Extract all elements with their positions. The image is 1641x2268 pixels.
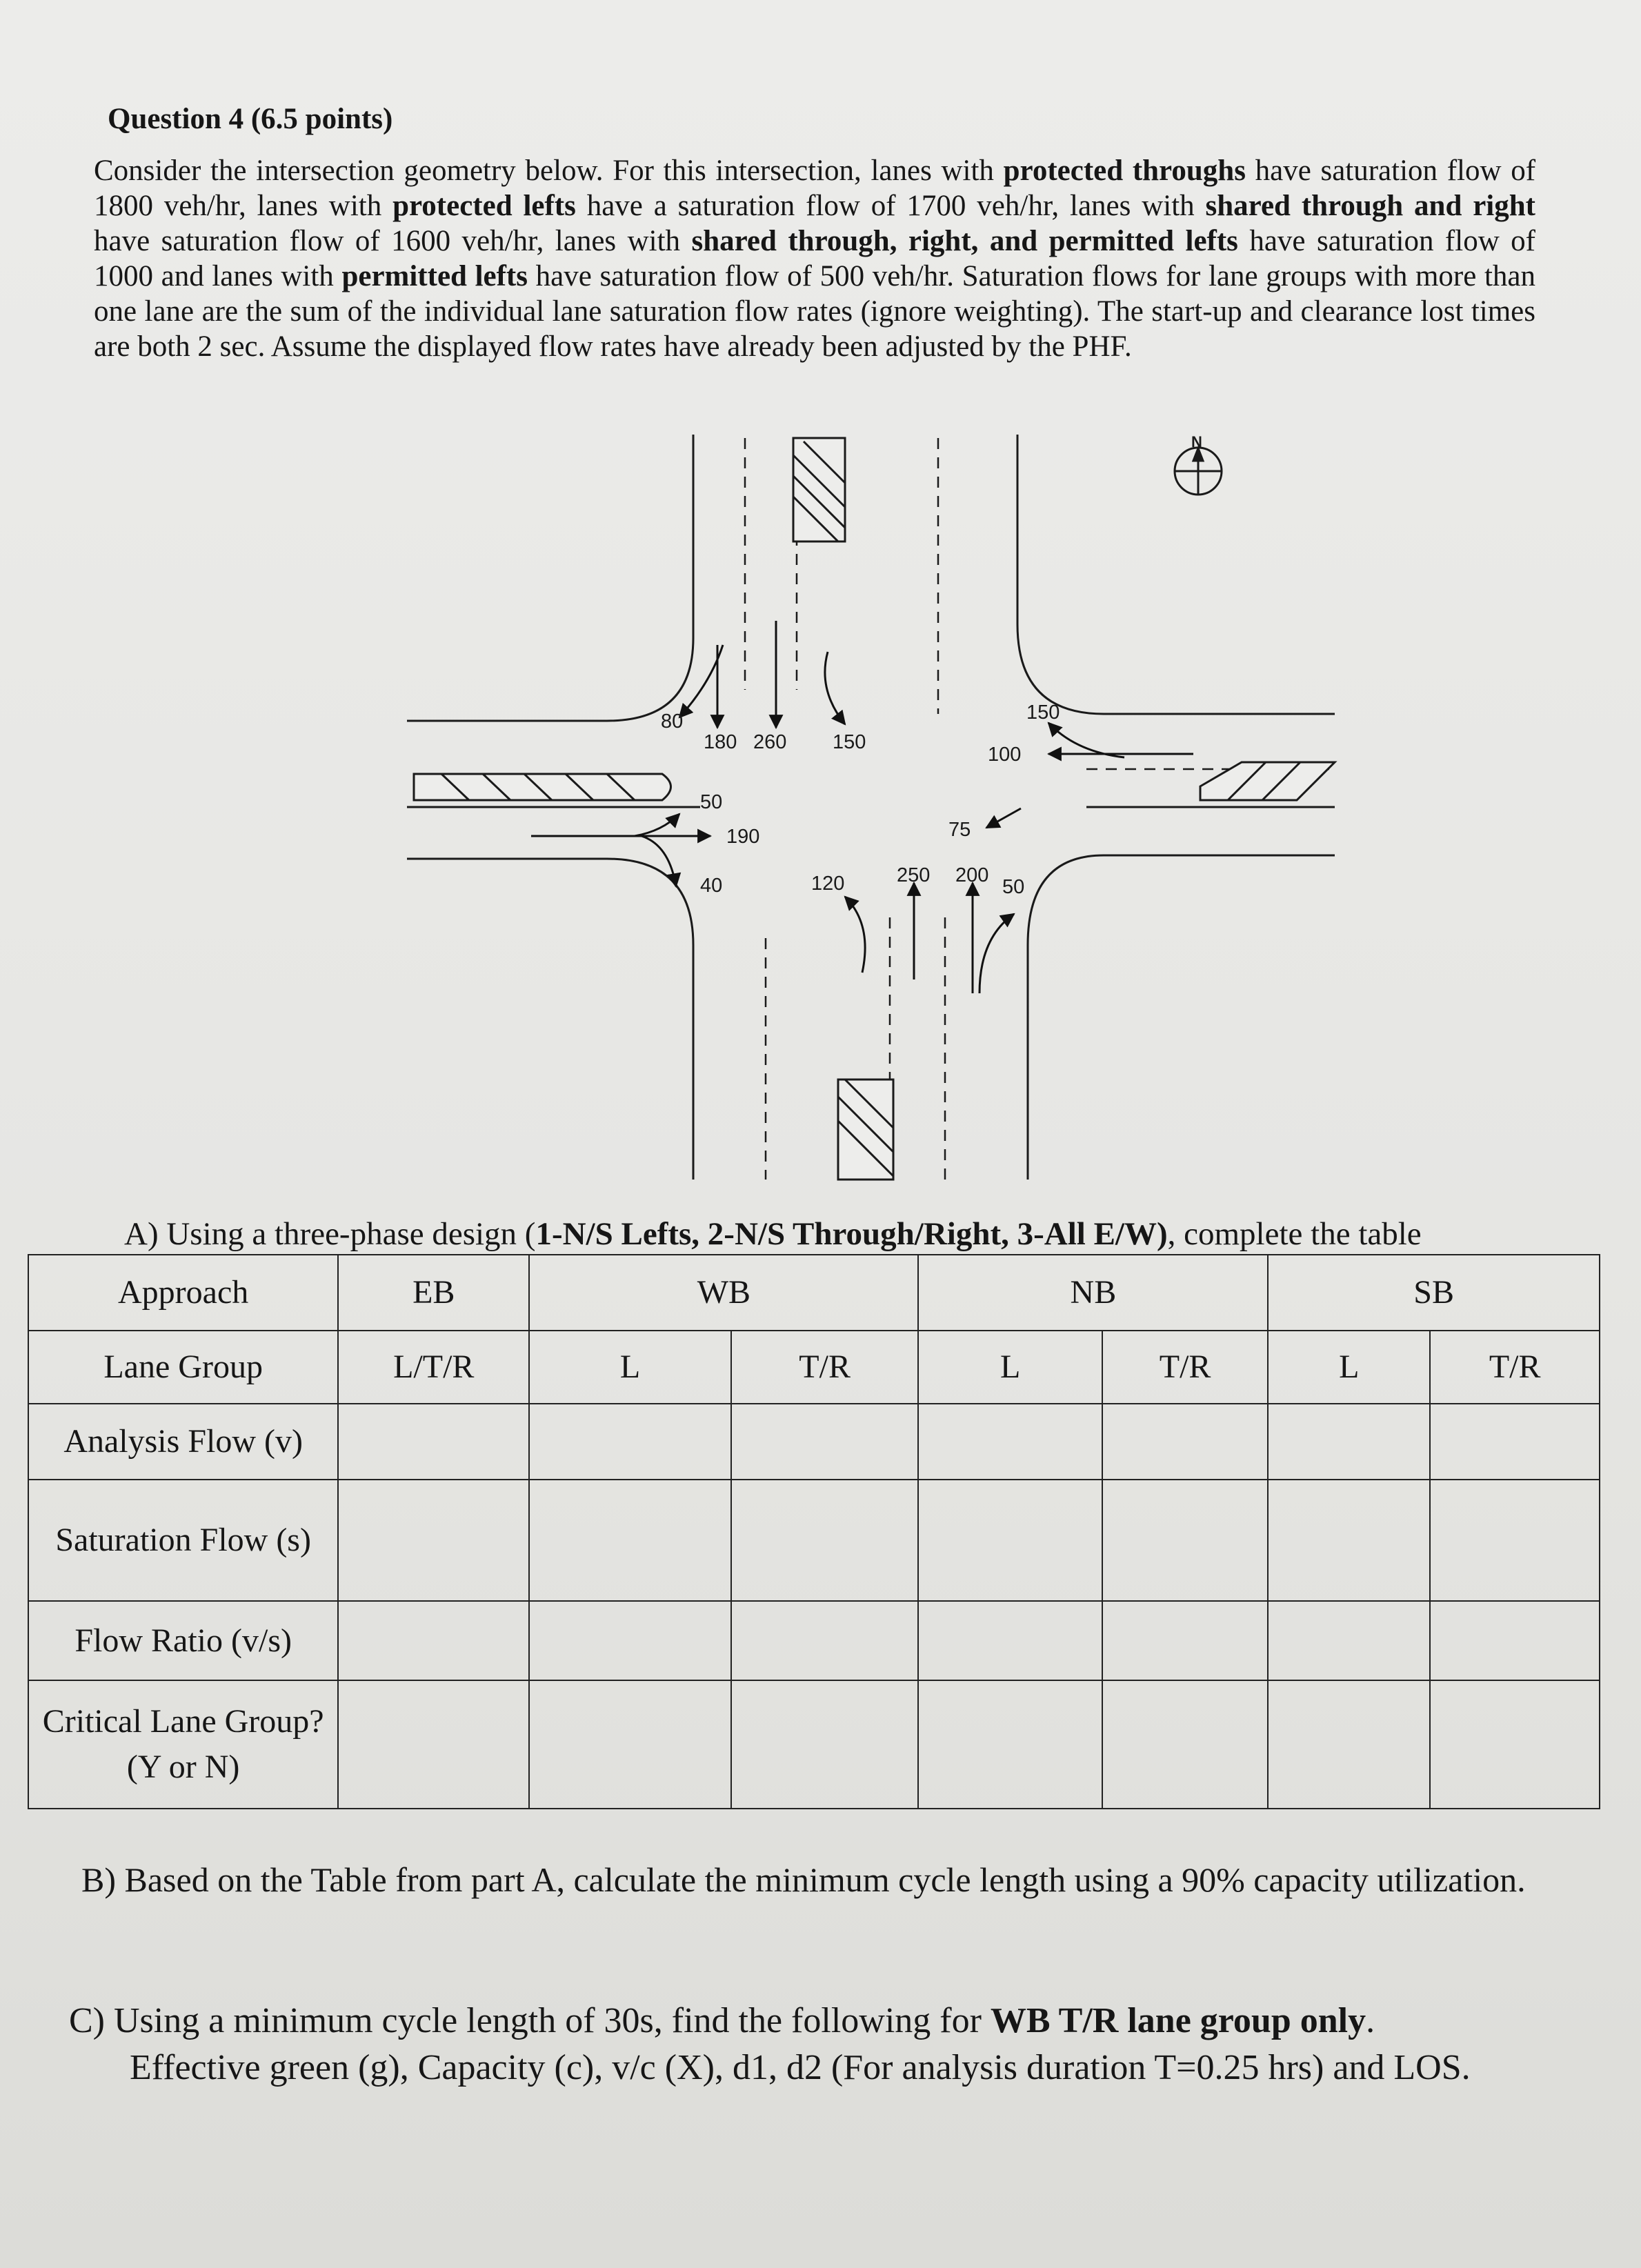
intersection-diagram <box>386 414 1366 1193</box>
eb-through-volume: 190 <box>726 826 760 848</box>
saturation-flow-row <box>28 1480 1600 1601</box>
row-label: Critical Lane Group? (Y or N) <box>28 1680 338 1809</box>
question-title: Question 4 (6.5 points) <box>108 103 393 135</box>
part-c-prompt <box>69 1998 1614 2091</box>
analysis-flow-row <box>28 1404 1600 1480</box>
part-c-bold: WB T/R lane group only <box>990 2001 1366 2040</box>
intro-bold-1: protected throughs <box>1003 155 1246 187</box>
approach-wb: WB <box>529 1255 918 1331</box>
answer-cell[interactable] <box>731 1480 919 1601</box>
sb-right-volume: 150 <box>833 731 866 753</box>
lane-dashes <box>745 438 1335 1180</box>
part-a-suffix: , complete the table <box>1167 1216 1422 1252</box>
part-b-prompt: B) Based on the Table from part A, calculate the minimum cycle length using a 90% capacity utilization. <box>81 1860 1526 1899</box>
part-a-bold: 1-N/S Lefts, 2-N/S Through/Right, 3-All E/W) <box>535 1216 1168 1252</box>
critical-lane-row <box>28 1680 1600 1809</box>
intro-text-3: have a saturation flow of 1700 veh/hr, lanes with <box>575 190 1206 222</box>
answer-cell[interactable] <box>1268 1601 1430 1680</box>
intro-text-2: have saturation flow of 1800 veh/hr, lanes with <box>94 155 1536 222</box>
row-label: Saturation Flow (s) <box>28 1480 338 1601</box>
answer-cell[interactable] <box>731 1680 919 1809</box>
answer-cell[interactable] <box>1268 1680 1430 1809</box>
answer-cell[interactable] <box>338 1480 529 1601</box>
lane-group-label: Lane Group <box>28 1331 338 1403</box>
part-c-prefix: C) Using a minimum cycle length of 30s, find the following for <box>69 2001 991 2040</box>
answer-cell[interactable] <box>918 1601 1102 1680</box>
answer-cell[interactable] <box>1430 1404 1600 1480</box>
eb-right-volume: 40 <box>700 875 723 897</box>
answer-cell[interactable] <box>1102 1680 1268 1809</box>
lane-group-cell: T/R <box>1430 1331 1600 1403</box>
wb-right-volume: 150 <box>1026 702 1060 724</box>
answer-cell[interactable] <box>1268 1480 1430 1601</box>
part-c-line2: Effective green (g), Capacity (c), v/c (X), d1, d2 (For analysis duration T=0.25 hrs) and LOS. <box>130 2048 1471 2087</box>
nb-through2-volume: 200 <box>955 864 989 886</box>
intro-bold-2: protected lefts <box>392 190 576 222</box>
intro-bold-4: shared through, right, and permitted lefts <box>691 225 1238 257</box>
lane-group-cell: L <box>529 1331 731 1403</box>
north-label: N <box>1191 433 1202 450</box>
lane-group-row <box>28 1331 1600 1403</box>
intro-text-6: have saturation flow of 500 veh/hr. Saturation flows for lane groups with more than one lane are the sum of the individual lane saturation flow rates (ignore weighting). The start-up and clearance lost times are both 2 sec. Assume the displayed flow rates have already been adjusted by the PHF. <box>94 260 1535 363</box>
lane-group-cell: L <box>918 1331 1102 1403</box>
nb-left-volume: 120 <box>811 873 845 895</box>
analysis-table <box>28 1254 1600 1809</box>
answer-cell[interactable] <box>731 1601 919 1680</box>
answer-cell[interactable] <box>918 1404 1102 1480</box>
approach-nb: NB <box>918 1255 1268 1331</box>
answer-cell[interactable] <box>338 1601 529 1680</box>
sb-left-volume: 80 <box>661 710 684 733</box>
answer-cell[interactable] <box>918 1680 1102 1809</box>
answer-cell[interactable] <box>338 1680 529 1809</box>
answer-cell[interactable] <box>338 1404 529 1480</box>
approach-eb: EB <box>338 1255 529 1331</box>
intro-text-1: Consider the intersection geometry below. For this intersection, lanes with <box>94 155 1004 187</box>
wb-left-volume: 75 <box>948 819 971 841</box>
road-edges <box>407 435 1335 1180</box>
answer-cell[interactable] <box>918 1480 1102 1601</box>
answer-cell[interactable] <box>529 1601 731 1680</box>
row-label: Flow Ratio (v/s) <box>28 1601 338 1680</box>
intro-bold-3: shared through and right <box>1205 190 1535 222</box>
answer-cell[interactable] <box>529 1680 731 1809</box>
wb-through-volume: 100 <box>988 744 1022 766</box>
approach-sb: SB <box>1268 1255 1600 1331</box>
nb-right-volume: 50 <box>1002 876 1025 898</box>
answer-cell[interactable] <box>1430 1680 1600 1809</box>
answer-cell[interactable] <box>1430 1601 1600 1680</box>
intro-bold-5: permitted lefts <box>341 260 528 292</box>
answer-cell[interactable] <box>529 1404 731 1480</box>
flow-ratio-row <box>28 1601 1600 1680</box>
answer-cell[interactable] <box>731 1404 919 1480</box>
sb-through1-volume: 180 <box>704 731 737 753</box>
part-c-period: . <box>1366 2001 1375 2040</box>
intro-paragraph <box>94 153 1535 364</box>
lane-group-cell: T/R <box>1102 1331 1268 1403</box>
medians <box>414 438 1335 1180</box>
north-arrow-icon <box>1175 448 1222 495</box>
answer-cell[interactable] <box>1102 1601 1268 1680</box>
lane-group-cell: L <box>1268 1331 1430 1403</box>
approach-row <box>28 1255 1600 1331</box>
lane-group-cell: T/R <box>731 1331 919 1403</box>
sb-through2-volume: 260 <box>753 731 787 753</box>
part-a-prefix: A) Using a three-phase design ( <box>124 1216 536 1252</box>
answer-cell[interactable] <box>1430 1480 1600 1601</box>
median-hatch <box>441 441 1300 1176</box>
eb-left-volume: 50 <box>700 791 723 813</box>
part-a-prompt <box>124 1215 1580 1253</box>
answer-cell[interactable] <box>529 1480 731 1601</box>
row-label: Analysis Flow (v) <box>28 1404 338 1480</box>
nb-through1-volume: 250 <box>897 864 931 886</box>
approach-label: Approach <box>28 1255 338 1331</box>
answer-cell[interactable] <box>1102 1480 1268 1601</box>
lane-group-cell: L/T/R <box>338 1331 529 1403</box>
intro-text-5: have saturation flow of 1000 and lanes with <box>94 225 1535 292</box>
answer-cell[interactable] <box>1268 1404 1430 1480</box>
intro-text-4: have saturation flow of 1600 veh/hr, lanes with <box>94 225 692 257</box>
answer-cell[interactable] <box>1102 1404 1268 1480</box>
